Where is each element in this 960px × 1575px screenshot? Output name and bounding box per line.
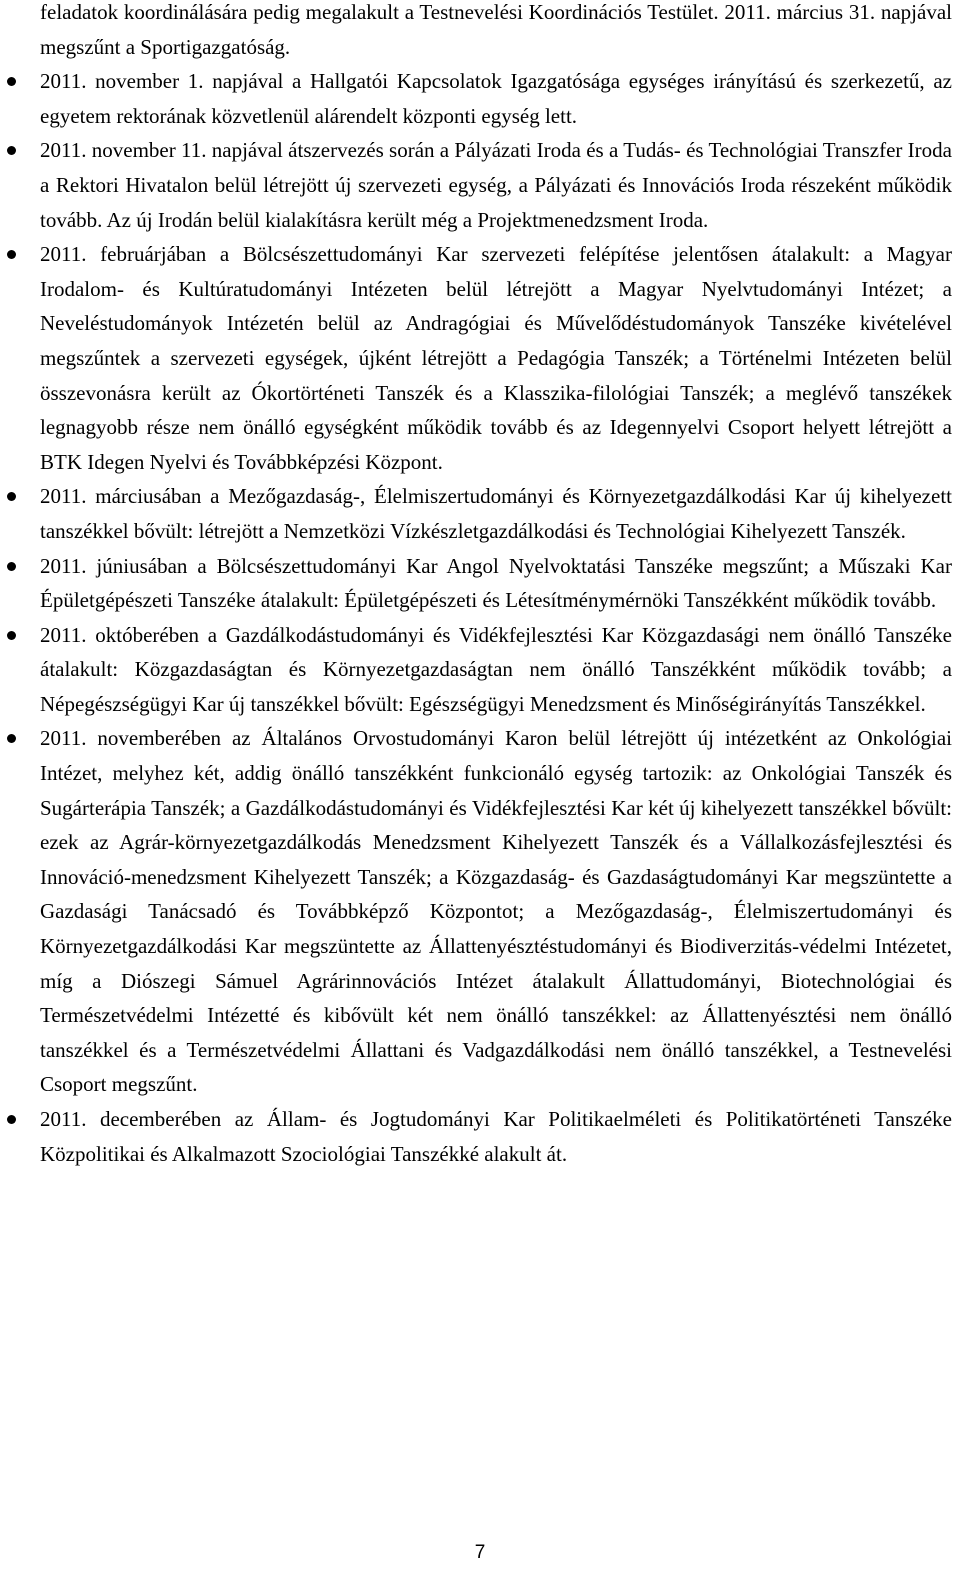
bullet-icon	[7, 631, 16, 640]
bullet-icon	[7, 250, 16, 259]
document-body	[40, 0, 952, 1171]
bullet-icon	[7, 492, 16, 501]
event-list	[40, 64, 952, 1171]
page-number: 7	[474, 1542, 486, 1563]
bullet-icon	[7, 146, 16, 155]
list-item	[40, 479, 952, 548]
list-item-text: 2011. júniusában a Bölcsészettudományi Kar Angol Nyelvoktatási Tanszéke megszűnt; a Műszaki Kar Épületgépészeti Tanszéke átalakult: Épületgépészeti és Létesítménymérnöki Tanszékként működik tovább.	[40, 553, 952, 613]
list-item-text: 2011. november 11. napjával átszervezés során a Pályázati Iroda és a Tudás- és Technológiai Transzfer Iroda a Rektori Hivatalon belül létrejött új szervezeti egység, a Pályázati és Innovációs Iroda részeként működik tovább. Az új Irodán belül kialakításra került még a Projektmenedzsment Iroda.	[40, 138, 952, 232]
continuation-paragraph: feladatok koordinálására pedig megalakult a Testnevelési Koordinációs Testület. 2011. március 31. napjával megszűnt a Sportigazgatóság.	[40, 0, 952, 59]
bullet-icon	[7, 734, 16, 743]
list-item-text: 2011. februárjában a Bölcsészettudományi Kar szervezeti felépítése jelentősen átalakult: a Magyar Irodalom- és Kultúratudományi Intézeten belül létrejött a Magyar Nyelvtudományi Intézet; a Neveléstudományok Intézetén belül az Andragógiai és Művelődéstudományok Tanszéke kivételével megszűntek a szervezeti egységek, újként létrejött a Pedagógia Tanszék; a Történelmi Intézeten belül összevonásra került az Ókortörténeti Tanszék és a Klasszika-filológiai Tanszék; a meglévő tanszékek legnagyobb része nem önálló egységként működik tovább és az Idegennyelvi Csoport helyett létrejött a BTK Idegen Nyelvi és Továbbképzési Központ.	[40, 242, 952, 474]
list-item	[40, 133, 952, 237]
list-item	[40, 1102, 952, 1171]
list-item-text: 2011. decemberében az Állam- és Jogtudományi Kar Politikaelméleti és Politikatörténeti Tanszéke Közpolitikai és Alkalmazott Szociológiai Tanszékké alakult át.	[40, 1107, 952, 1166]
list-item-text: 2011. november 1. napjával a Hallgatói Kapcsolatok Igazgatósága egységes irányítású és szerkezetű, az egyetem rektorának közvetlenül alárendelt központi egység lett.	[40, 69, 952, 128]
list-item	[40, 549, 952, 618]
bullet-icon	[7, 1115, 16, 1124]
list-item	[40, 237, 952, 479]
bullet-icon	[7, 562, 16, 571]
list-item-text: 2011. novemberében az Általános Orvostudományi Karon belül létrejött új intézetként az Onkológiai Intézet, melyhez két, addig önálló tanszékként funkcionáló egység tartozik: az Onkológiai Tanszék és Sugárterápia Tanszék; a Gazdálkodástudományi és Vidékfejlesztési Kar két új kihelyezett tanszékkel bővült: ezek az Agrár-környezetgazdálkodás Menedzsment Kihelyezett Tanszék és a Vállalkozásfejlesztési és Innováció-menedzsment Kihelyezett Tanszék; a Közgazdaság- és Gazdaságtudományi Kar megszüntette a Gazdasági Tanácsadó és Továbbképző Központot; a Mezőgazdaság-, Élelmiszertudományi és Környezetgazdálkodási Kar megszüntette az Állattenyésztéstudományi és Biodiverzitás-védelmi Intézetet, míg a Diószegi Sámuel Agrárinnovációs Intézet átalakult Állattudományi, Biotechnológiai és Természetvédelmi Intézetté és kibővült két nem önálló tanszékkel: az Állattenyésztési nem önálló tanszékkel és a Természetvédelmi Állattani és Vadgazdálkodási nem önálló tanszékkel, a Testnevelési Csoport megszűnt.	[40, 726, 952, 1097]
list-item	[40, 64, 952, 133]
bullet-icon	[7, 77, 16, 86]
list-item-text: 2011. márciusában a Mezőgazdaság-, Élelmiszertudományi és Környezetgazdálkodási Kar új kihelyezett tanszékkel bővült: létrejött a Nemzetközi Vízkészletgazdálkodási és Technológiai Kihelyezett Tanszék.	[40, 484, 952, 543]
list-item	[40, 618, 952, 722]
list-item	[40, 721, 952, 1102]
list-item-text: 2011. októberében a Gazdálkodástudományi és Vidékfejlesztési Kar Közgazdasági nem önálló Tanszéke átalakult: Közgazdaságtan és Környezetgazdaságtan nem önálló Tanszékként működik tovább; a Népegészségügyi Kar új tanszékkel bővült: Egészségügyi Menedzsment és Minőségirányítás Tanszékkel.	[40, 622, 952, 716]
